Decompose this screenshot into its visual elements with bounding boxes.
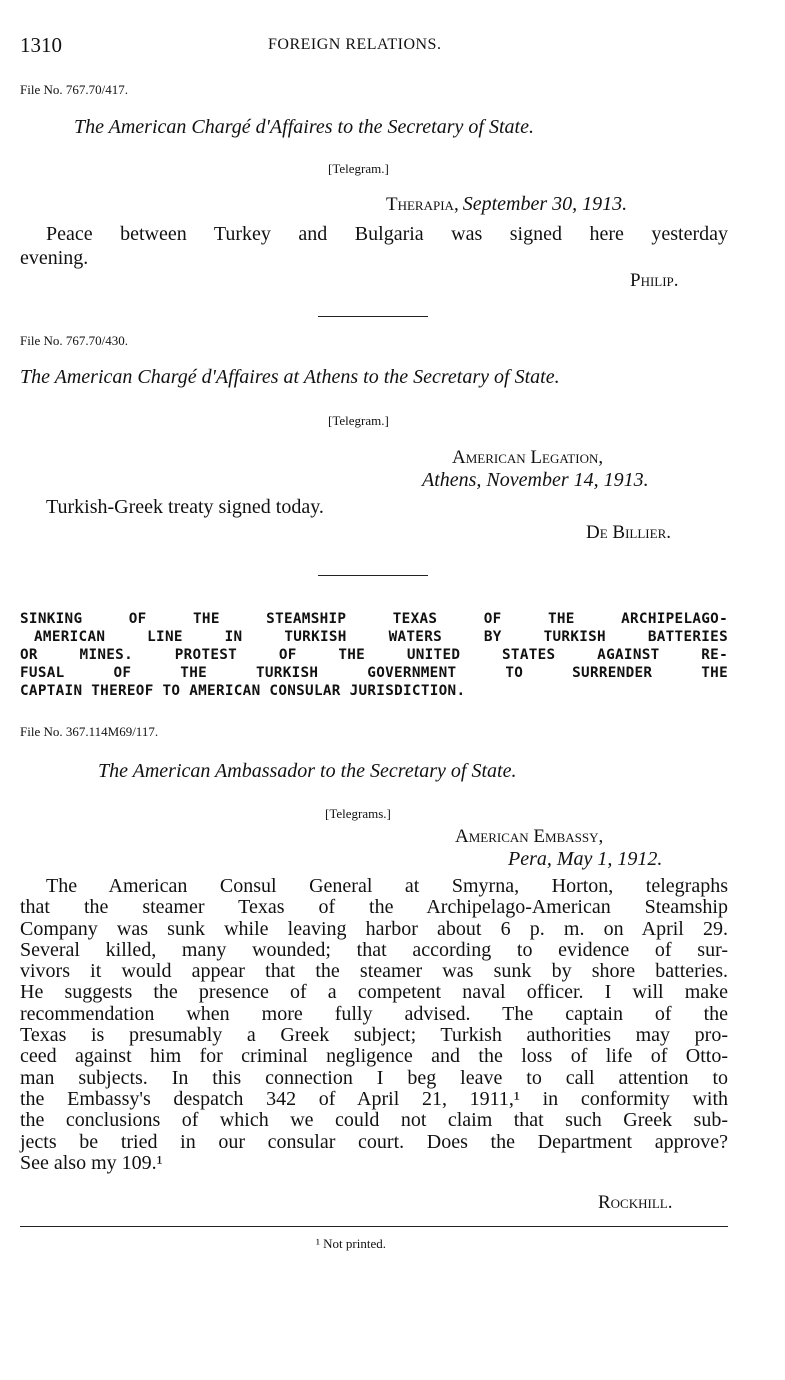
body-line: vivors it would appear that the steamer was sunk by shore batteries.	[20, 960, 728, 983]
heading-line: FUSAL OF THE TURKISH GOVERNMENT TO SURRENDER THE	[20, 665, 728, 681]
date: Pera, May 1, 1912.	[508, 848, 663, 870]
body-line: man subjects. In this connection I beg leave to call attention to	[20, 1066, 728, 1089]
file-number: File No. 367.114M69/117.	[20, 724, 159, 739]
date: September 30, 1913.	[462, 193, 628, 215]
body-paragraph	[20, 876, 728, 1174]
place: Therapia,	[386, 194, 459, 215]
body-line: The American Consul General at Smyrna, Horton, telegraphs	[46, 875, 728, 897]
file-number: File No. 767.70/417.	[20, 82, 128, 97]
signature: Rockhill.	[598, 1192, 673, 1213]
document-title: The American Chargé d'Affaires at Athens to the Secretary of State.	[20, 366, 560, 388]
body-line: Several killed, many wounded; that according to evidence of sur-	[20, 938, 728, 961]
body-line: Company was sunk while leaving harbor about 6 p. m. on April 29.	[20, 917, 728, 940]
document-title: The American Ambassador to the Secretary of State.	[98, 760, 517, 782]
body-line: He suggests the presence of a competent naval officer. I will make	[20, 981, 728, 1004]
signature: De Billier.	[586, 522, 671, 543]
body-line: See also my 109.¹	[20, 1151, 163, 1174]
signature: Philip.	[630, 270, 679, 291]
heading-line: AMERICAN LINE IN TURKISH WATERS BY TURKISH BATTERIES	[34, 629, 728, 645]
heading-line: SINKING OF THE STEAMSHIP TEXAS OF THE ARCHIPELAGO-	[20, 611, 728, 627]
date: Athens, November 14, 1913.	[422, 469, 649, 491]
heading-line: CAPTAIN THEREOF TO AMERICAN CONSULAR JURISDICTION.	[20, 683, 466, 699]
body-line: ceed against him for criminal negligence and the loss of life of Otto-	[20, 1045, 728, 1068]
footnote: ¹ Not printed.	[316, 1236, 386, 1251]
divider	[318, 575, 428, 576]
body-text: Turkish-Greek treaty signed today.	[46, 496, 324, 518]
body-text: evening.	[20, 247, 89, 269]
divider	[318, 316, 428, 317]
body-line: that the steamer Texas of the Archipelago-American Steamship	[20, 896, 728, 919]
footnote-rule	[20, 1226, 728, 1227]
page-number: 1310	[20, 33, 62, 57]
running-title: FOREIGN RELATIONS.	[268, 36, 442, 53]
dateline	[386, 193, 627, 216]
heading-line: OR MINES. PROTEST OF THE UNITED STATES AGAINST RE-	[20, 647, 728, 663]
telegram-label: [Telegram.]	[328, 413, 389, 428]
body-line: recommendation when more fully advised. The captain of the	[20, 1002, 728, 1025]
telegram-label: [Telegram.]	[328, 161, 389, 176]
document-title: The American Chargé d'Affaires to the Secretary of State.	[74, 116, 534, 138]
section-heading	[20, 610, 728, 700]
body-line: Texas is presumably a Greek subject; Turkish authorities may pro-	[20, 1024, 728, 1047]
telegram-label: [Telegrams.]	[325, 806, 391, 821]
body-line: jects be tried in our consular court. Does the Department approve?	[20, 1130, 728, 1153]
body-text: Peace between Turkey and Bulgaria was signed here yesterday	[46, 223, 728, 245]
legation: American Legation,	[452, 447, 604, 468]
body-line: the conclusions of which we could not claim that such Greek sub-	[20, 1109, 728, 1132]
embassy: American Embassy,	[455, 826, 604, 847]
file-number: File No. 767.70/430.	[20, 333, 128, 348]
body-line: the Embassy's despatch 342 of April 21, 1911,¹ in conformity with	[20, 1087, 728, 1110]
